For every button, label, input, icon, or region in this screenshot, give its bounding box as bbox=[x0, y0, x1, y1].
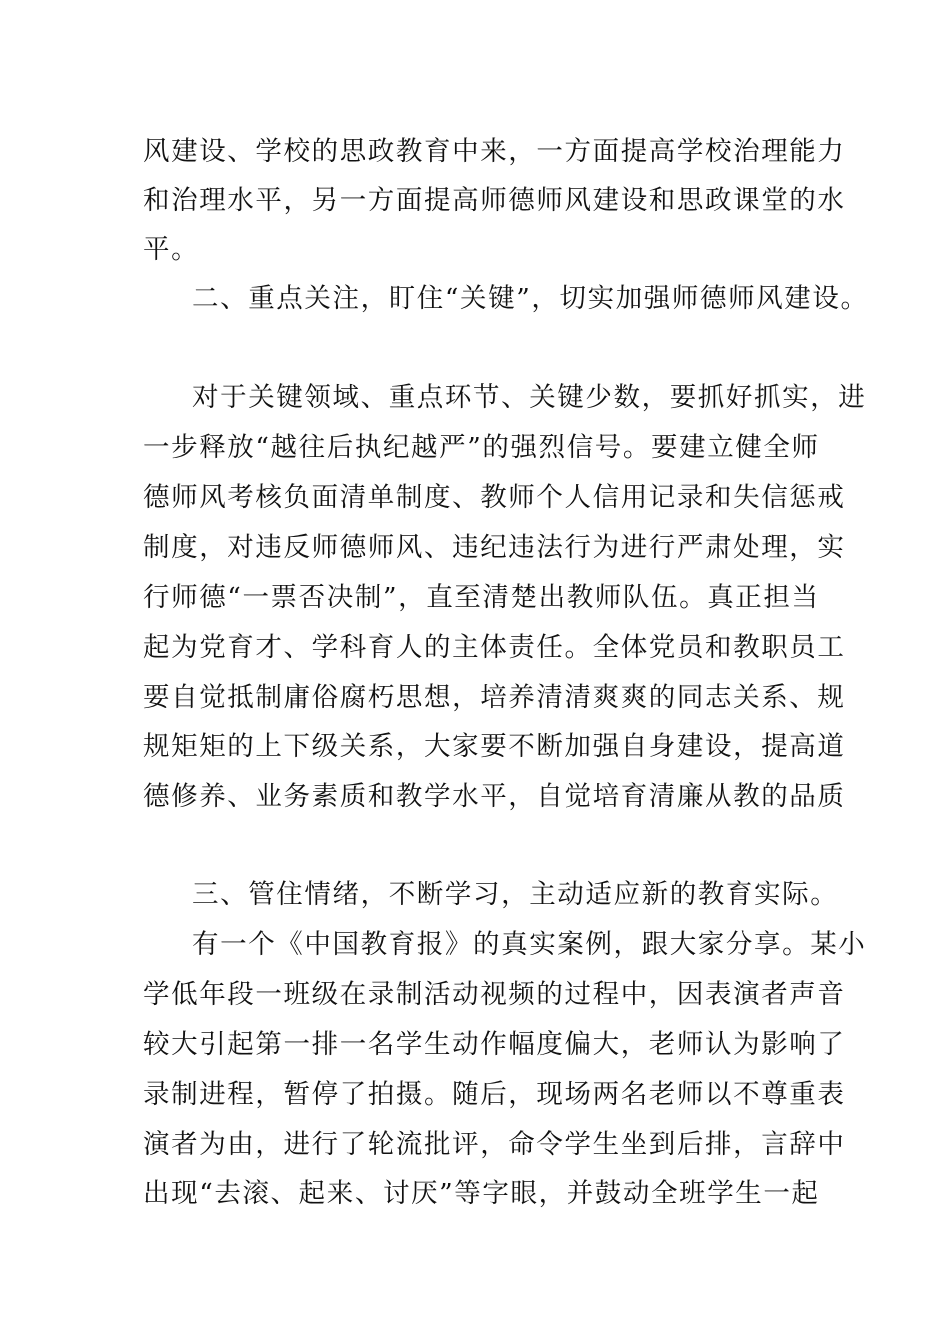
paragraph-line: 规矩矩的上下级关系，大家要不断加强自身建设，提高道 bbox=[143, 731, 846, 762]
paragraph-line: 起为党育才、学科育人的主体责任。全体党员和教职员工 bbox=[143, 632, 846, 663]
paragraph-line: 对于关键领域、重点环节、关键少数，要抓好抓实，进 bbox=[192, 382, 867, 413]
paragraph-line: 德师风考核负面清单制度、教师个人信用记录和失信惩戒 bbox=[143, 482, 846, 513]
paragraph-line: 一步释放“越往后执纪越严”的强烈信号。要建立健全师 bbox=[143, 432, 820, 463]
paragraph-line: 风建设、学校的思政教育中来，一方面提高学校治理能力 bbox=[143, 136, 846, 167]
paragraph-line: 录制进程，暂停了拍摄。随后，现场两名老师以不尊重表 bbox=[143, 1079, 846, 1110]
paragraph-line: 平。 bbox=[143, 234, 200, 265]
paragraph-line: 较大引起第一排一名学生动作幅度偏大，老师认为影响了 bbox=[143, 1029, 846, 1060]
paragraph-line: 制度，对违反师德师风、违纪违法行为进行严肃处理，实 bbox=[143, 532, 846, 563]
paragraph-line: 出现“去滚、起来、讨厌”等字眼，并鼓动全班学生一起 bbox=[143, 1178, 820, 1209]
paragraph-line: 学低年段一班级在录制活动视频的过程中，因表演者声音 bbox=[143, 979, 846, 1010]
paragraph-line: 有一个《中国教育报》的真实案例，跟大家分享。某小 bbox=[192, 929, 867, 960]
paragraph-line: 和治理水平，另一方面提高师德师风建设和思政课堂的水 bbox=[143, 185, 846, 216]
section-heading-3: 三、管住情绪，不断学习，主动适应新的教育实际。 bbox=[192, 879, 839, 910]
paragraph-line: 行师德“一票否决制”，直至清楚出教师队伍。真正担当 bbox=[143, 582, 820, 613]
paragraph-line: 要自觉抵制庸俗腐朽思想，培养清清爽爽的同志关系、规 bbox=[143, 682, 846, 713]
section-heading-2: 二、重点关注，盯住“关键”，切实加强师德师风建设。 bbox=[192, 283, 869, 314]
paragraph-line: 演者为由，进行了轮流批评，命令学生坐到后排，言辞中 bbox=[143, 1129, 846, 1160]
paragraph-line: 德修养、业务素质和教学水平，自觉培育清廉从教的品质 bbox=[143, 781, 846, 812]
